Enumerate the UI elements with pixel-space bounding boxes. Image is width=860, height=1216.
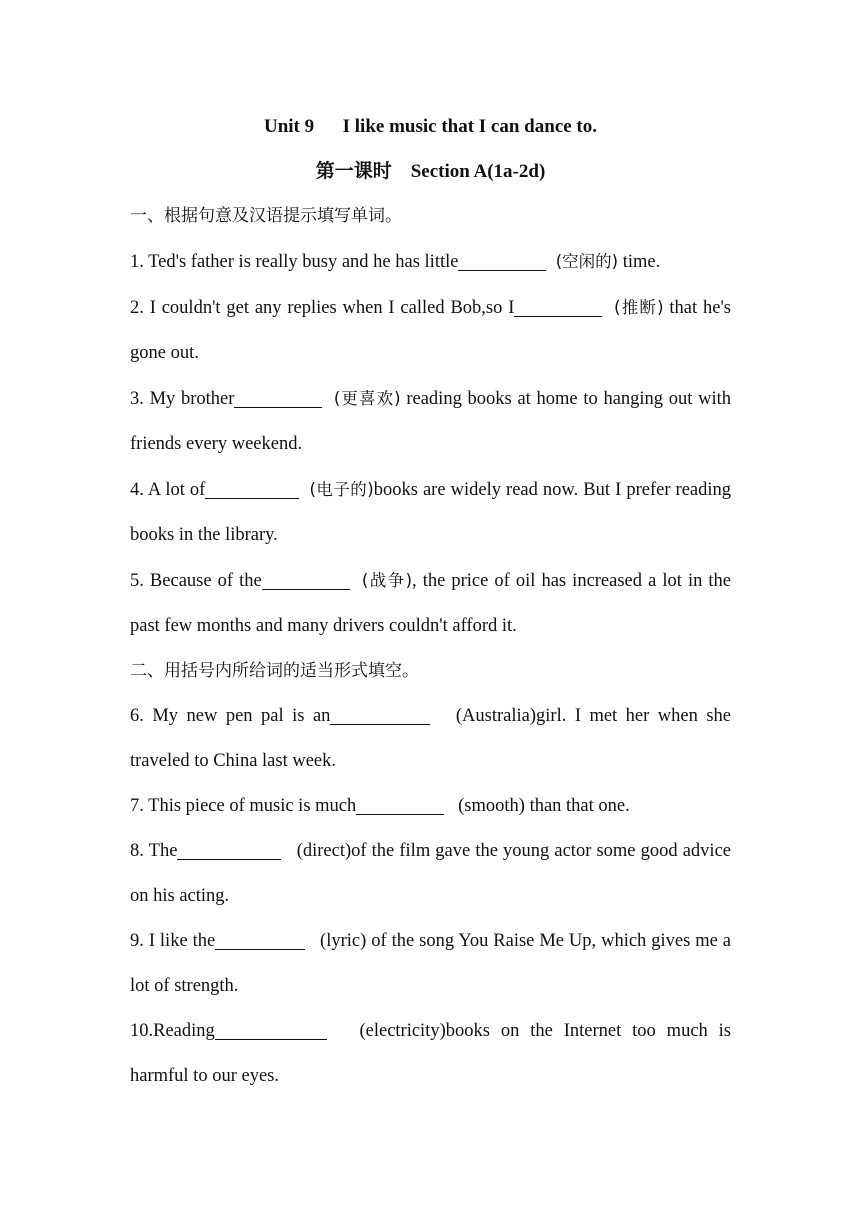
answer-blank-3[interactable] xyxy=(234,389,322,409)
answer-blank-1[interactable] xyxy=(458,252,546,272)
question-9 xyxy=(130,919,731,1009)
question-7-prefix: 7. This piece of music is much xyxy=(130,796,357,816)
question-2-suffix: that he's gone out. xyxy=(130,298,731,363)
question-9-hint: (lyric) xyxy=(320,931,367,951)
question-1-hint: (空闲的) xyxy=(555,252,619,271)
question-3-suffix: reading books at home to hanging out with friends every weekend. xyxy=(130,389,732,454)
question-8-prefix: 8. The xyxy=(130,841,178,861)
question-8-hint: (direct) xyxy=(296,841,352,861)
question-7-hint: (smooth) xyxy=(458,796,525,816)
question-10-prefix: 10.Reading xyxy=(130,1021,215,1041)
part1-heading: 一、根据句意及汉语提示填写单词。 xyxy=(130,206,402,226)
answer-blank-7[interactable] xyxy=(356,796,444,816)
question-4-hint: (电子的) xyxy=(309,480,374,499)
question-4-prefix: 4. A lot of xyxy=(130,480,206,500)
question-6 xyxy=(130,694,731,784)
worksheet-page xyxy=(130,104,731,1099)
question-5-prefix: 5. Because of the xyxy=(130,571,262,591)
question-6-hint: (Australia) xyxy=(455,706,537,726)
question-2-prefix: 2. I couldn't get any replies when I called Bob,so I xyxy=(130,298,515,318)
question-6-suffix: girl. I met her when she traveled to China last week. xyxy=(130,706,732,771)
question-9-prefix: 9. I like the xyxy=(130,931,216,951)
question-10 xyxy=(130,1009,731,1099)
question-6-prefix: 6. My new pen pal is an xyxy=(130,706,331,726)
question-1-prefix: 1. Ted's father is really busy and he has little xyxy=(130,252,459,272)
question-3-prefix: 3. My brother xyxy=(130,389,235,409)
question-2-hint: (推断) xyxy=(614,298,664,317)
question-4-suffix: books are widely read now. But I prefer reading books in the library. xyxy=(130,480,732,545)
answer-blank-10[interactable] xyxy=(215,1021,327,1041)
question-7 xyxy=(130,784,731,829)
question-9-suffix: of the song You Raise Me Up, which gives me a lot of strength. xyxy=(130,931,731,996)
question-1 xyxy=(130,239,731,285)
question-10-suffix: books on the Internet too much is harmful to our eyes. xyxy=(130,1021,732,1086)
lesson-title: 第一课时 Section A(1a-2d) xyxy=(315,161,546,182)
unit-title: Unit 9 I like music that I can dance to. xyxy=(263,116,598,137)
answer-blank-5[interactable] xyxy=(262,571,350,591)
question-8-suffix: of the film gave the young actor some good advice on his acting. xyxy=(130,841,731,906)
answer-blank-6[interactable] xyxy=(330,706,430,726)
part2-heading: 二、用括号内所给词的适当形式填空。 xyxy=(130,661,419,681)
question-8 xyxy=(130,829,731,919)
question-2 xyxy=(130,285,731,376)
answer-blank-8[interactable] xyxy=(177,841,281,861)
answer-blank-2[interactable] xyxy=(514,298,602,318)
question-4 xyxy=(130,467,731,558)
question-3-hint: (更喜欢) xyxy=(333,389,401,408)
question-10-hint: (electricity) xyxy=(359,1021,446,1041)
question-5 xyxy=(130,558,731,649)
question-3 xyxy=(130,376,731,467)
answer-blank-4[interactable] xyxy=(205,480,299,500)
question-7-suffix: than that one. xyxy=(524,796,630,816)
question-5-hint: (战争) xyxy=(361,571,413,590)
answer-blank-9[interactable] xyxy=(215,931,305,951)
question-5-suffix: , the price of oil has increased a lot in the past few months and many drivers couldn't afford it. xyxy=(130,571,731,636)
question-1-suffix: time. xyxy=(618,252,661,272)
